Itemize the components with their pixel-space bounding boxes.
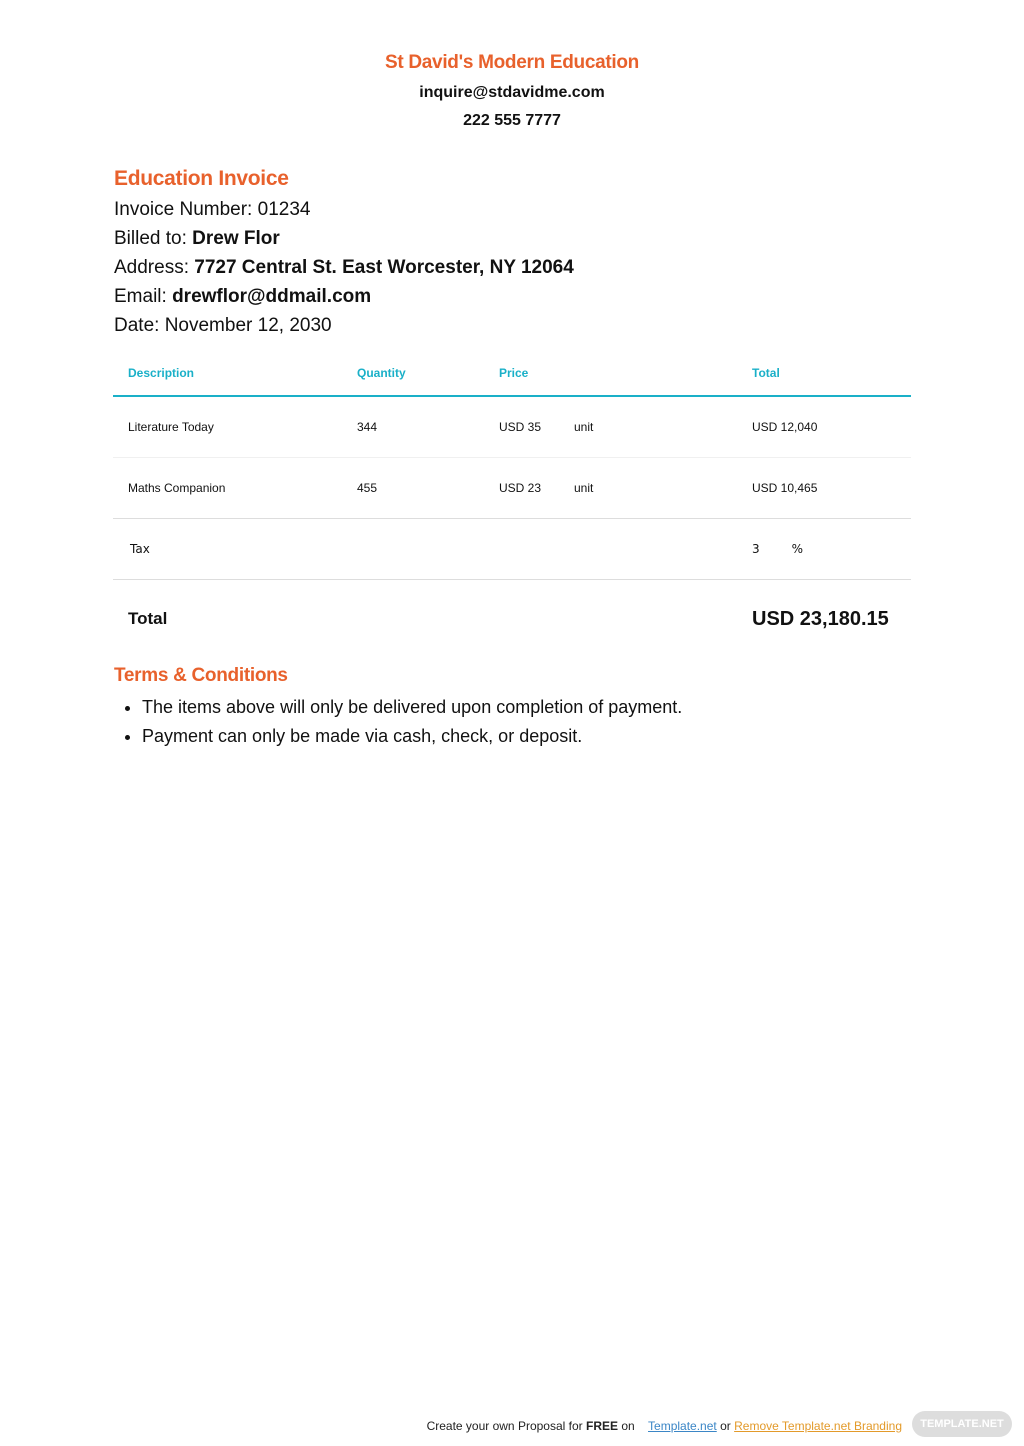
value: Drew Flor — [192, 228, 280, 249]
value: November 12, 2030 — [164, 315, 332, 336]
terms-item: • The items above will only be delivered upon completion of payment. — [142, 693, 682, 722]
label: Billed to: — [114, 228, 187, 249]
footer-text: Create your own Proposal for — [426, 1419, 586, 1433]
label: Email: — [114, 286, 167, 307]
value: 01234 — [257, 199, 311, 220]
company-name: St David's Modern Education — [384, 52, 639, 73]
value: drewflor@ddmail.com — [172, 286, 372, 307]
template-net-link[interactable]: Template.net — [648, 1419, 717, 1433]
price: USD 35 — [499, 396, 574, 457]
total-label: Total — [128, 609, 168, 629]
description: Literature Today — [113, 396, 357, 457]
invoice-title: Education Invoice — [114, 167, 289, 190]
terms-item: • Payment can only be made via cash, check, or deposit. — [142, 722, 682, 751]
label: Address: — [114, 257, 189, 278]
header-quantity: Quantity — [357, 350, 499, 396]
billed-to — [114, 224, 574, 253]
terms-section — [114, 665, 682, 751]
total: USD 10,465 — [752, 457, 911, 518]
header-price: Price — [499, 350, 752, 396]
footer-or: or — [720, 1419, 731, 1433]
label: Date: — [114, 315, 160, 336]
footer-banner — [427, 1419, 902, 1433]
footer-on: on — [618, 1419, 635, 1433]
price: USD 23 — [499, 457, 574, 518]
footer-free: FREE — [585, 1419, 618, 1433]
total-value: USD 23,180.15 — [752, 607, 889, 630]
description: Maths Companion — [113, 457, 357, 518]
quantity: 455 — [357, 457, 499, 518]
table-header — [113, 350, 911, 396]
tax-value — [752, 518, 911, 579]
table-row — [113, 457, 911, 518]
tax-row — [113, 518, 911, 579]
tax-rate: 3 — [752, 541, 760, 556]
invoice-details — [114, 167, 574, 340]
template-net-badge[interactable]: TEMPLATE.NET — [912, 1411, 1012, 1437]
company-email: inquire@stdavidme.com — [419, 84, 605, 101]
invoice-number — [114, 195, 574, 224]
label: Invoice Number: — [114, 199, 253, 220]
total: USD 12,040 — [752, 396, 911, 457]
header-description: Description — [113, 350, 357, 396]
table-row — [113, 396, 911, 457]
tax-label: Tax — [113, 518, 752, 579]
address — [114, 253, 574, 282]
items-table — [113, 350, 911, 659]
unit: unit — [574, 457, 752, 518]
company-phone: 222 555 7777 — [463, 112, 561, 129]
terms-title: Terms & Conditions — [114, 665, 288, 686]
value: 7727 Central St. East Worcester, NY 12064 — [194, 257, 574, 278]
unit: unit — [574, 396, 752, 457]
total-row — [113, 579, 911, 659]
remove-branding-link[interactable]: Remove Template.net Branding — [734, 1419, 902, 1433]
quantity: 344 — [357, 396, 499, 457]
tax-unit: % — [791, 541, 804, 556]
date — [114, 311, 574, 340]
header-total: Total — [752, 350, 911, 396]
email — [114, 282, 574, 311]
